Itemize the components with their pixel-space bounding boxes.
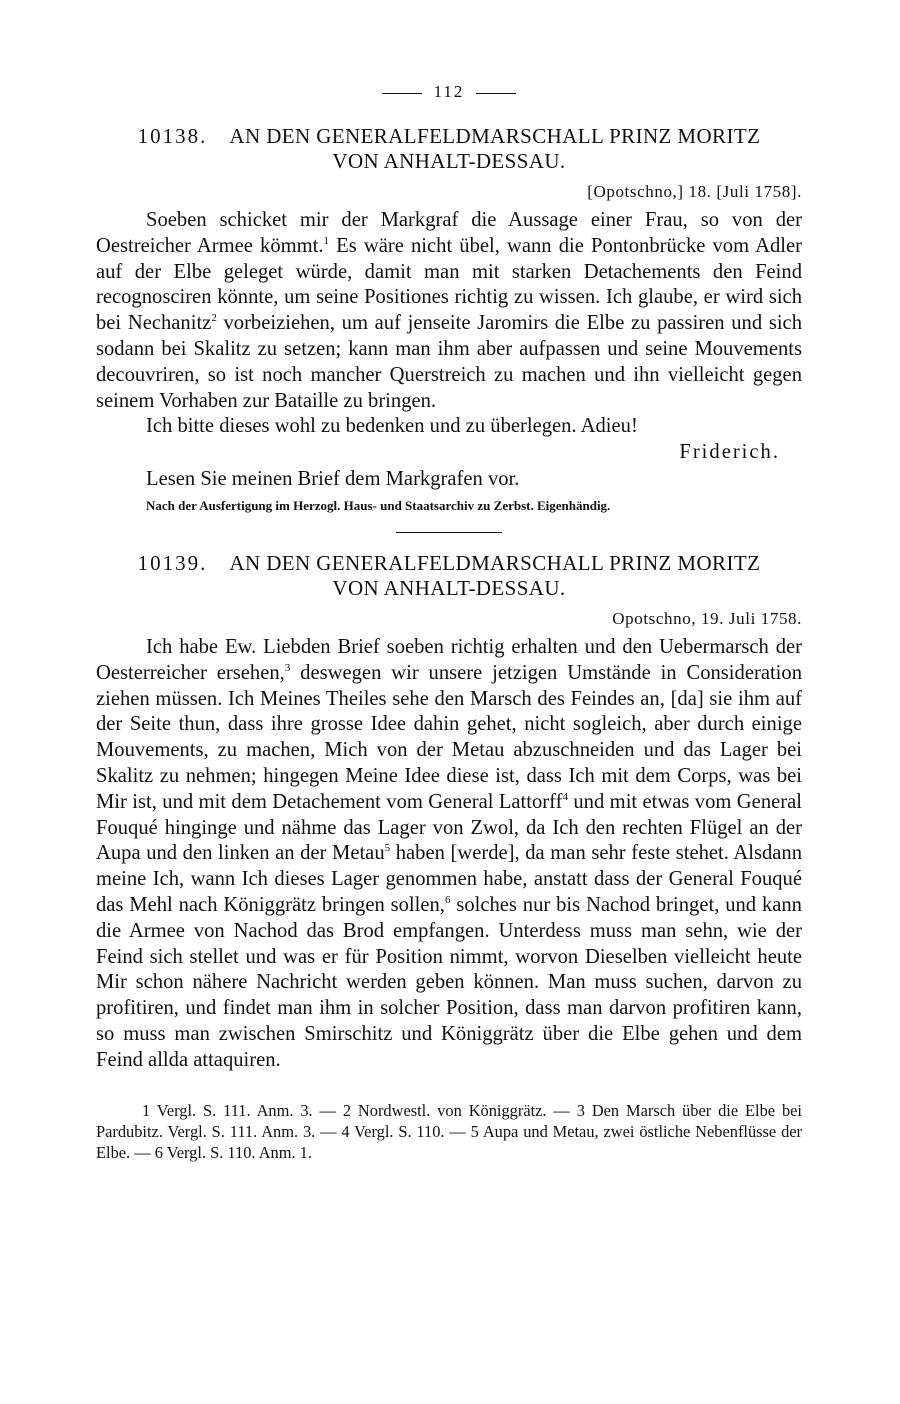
letter-10139 bbox=[96, 551, 802, 1074]
letter-dateline: [Opotschno,] 18. [Juli 1758]. bbox=[587, 182, 802, 201]
footnote-ref: 2 bbox=[211, 312, 217, 325]
paragraph-text: und mit etwas vom General Fouqué hinginge und nähme das Lager von Zwol, da Ich den rechten Flügel an der Aupa und den linken an der Metau bbox=[96, 790, 802, 865]
paragraph-text: vorbeiziehen, um auf jenseite Jaromirs die Elbe zu passiren und sich sodann bei Skalitz zu setzen; kann man ihm aber aufpassen und seine Mouvements decouvriren, so ist noch mancher Querstreich zu machen und ihn vielleicht gegen seinem Vorhaben zur Bataille zu bringen. bbox=[96, 312, 802, 412]
page-number-text: 112 bbox=[433, 82, 465, 101]
letter-paragraph: Ich bitte dieses wohl zu bedenken und zu überlegen. Adieu! bbox=[146, 415, 638, 438]
letter-number: 10138. bbox=[137, 124, 208, 148]
footnote-ref: 3 bbox=[284, 661, 291, 674]
heading-line-2: VON ANHALT-DESSAU. bbox=[332, 575, 566, 600]
footnotes-text: 1 Vergl. S. 111. Anm. 3. — 2 Nordwestl. von Königgrätz. — 3 Den Marsch über die Elbe bei Pardubitz. Vergl. S. 111. Anm. 3. — 4 Vergl. S. 110. — 5 Aupa und Metau, zwei östliche Nebenflüsse der Elbe. — 6 Vergl. S. 110. Anm. 1. bbox=[96, 1100, 802, 1162]
footnote-ref: 6 bbox=[444, 894, 451, 907]
footnote-ref: 1 bbox=[323, 234, 330, 247]
section-divider bbox=[396, 532, 502, 533]
letter-source-note: Nach der Ausfertigung im Herzogl. Haus- und Staatsarchiv zu Zerbst. Eigenhändig. bbox=[146, 497, 611, 513]
letter-dateline: Opotschno, 19. Juli 1758. bbox=[612, 608, 802, 628]
page-number-dash-left bbox=[382, 93, 422, 94]
letter-body bbox=[96, 635, 802, 1074]
paragraph-text: deswegen wir unsere jetzigen Umstände in Consideration ziehen müssen. Ich Meines Theiles sehe den Marsch des Feindes an, [da] sie ihm auf der Seite thun, dass ihre grosse Idee dahin gehet, nicht sogleich, aber durch einige Mouvements, zu machen, Mich von der Metau abzuschneiden und das Lager bei Skalitz zu nehmen; hingegen Meine Idee diese ist, dass Ich mit dem Corps, was bei Mir ist, und mit dem Detachement vom General Lattorff bbox=[96, 661, 802, 813]
letter-signature: Friderich. bbox=[679, 441, 780, 464]
paragraph-text: Soeben schicket mir der Markgraf die Aussage einer Frau, so von der Oestreicher Armee kömmt. bbox=[96, 209, 802, 257]
letter-paragraph bbox=[96, 635, 802, 1074]
letter-number: 10139. bbox=[137, 550, 208, 575]
heading-line-2: VON ANHALT-DESSAU. bbox=[332, 149, 566, 173]
page-number-dash-right bbox=[476, 93, 516, 94]
paragraph-text: haben [werde], da man sehr feste stehet. Alsdann meine Ich, wann Ich dieses Lager genommen habe, anstatt dass der General Fouqué das Mehl nach Königgrätz bringen sollen, bbox=[96, 842, 802, 916]
paragraph-text: Ich habe Ew. Liebden Brief soeben richtig erhalten und den Uebermarsch der Oesterreicher ersehen, bbox=[96, 635, 802, 684]
page-number bbox=[96, 82, 802, 102]
letter-postscript: Lesen Sie meinen Brief dem Markgrafen vor. bbox=[146, 467, 520, 490]
footnotes bbox=[96, 1100, 802, 1163]
letter-10138 bbox=[96, 124, 802, 514]
heading-line-1: AN DEN GENERALFELDMARSCHALL PRINZ MORITZ bbox=[229, 550, 761, 575]
paragraph-text: Es wäre nicht übel, wann die Pontonbrücke vom Adler auf der Elbe geleget würde, damit man mit starken Detachements den Feind recognosciren könnte, um seine Positiones richtig zu wissen. Ich glaube, er wird sich bei Nechanitz bbox=[96, 234, 802, 335]
letter-paragraph bbox=[96, 208, 802, 414]
letter-heading bbox=[96, 124, 802, 174]
footnote-ref: 5 bbox=[384, 842, 391, 855]
footnote-ref: 4 bbox=[562, 790, 568, 803]
letter-body bbox=[96, 208, 802, 440]
book-page bbox=[96, 82, 802, 1163]
paragraph-text: solches nur bis Nachod bringet, und kann die Armee von Nachod das Brod empfangen. Unterdess muss man sehn, wie der Feind sich stellet und was er für Position nimmt, worvon Dieselben vielleicht heute Mir schon nähere Nachricht werden geben können. Man muss suchen, darvon zu profitiren, und findet man ihm in solcher Position, dass man darvon profitiren kann, so muss man zwischen Smirschitz und Königgrätz über die Elbe gehen und dem Feind allda attaquiren. bbox=[96, 893, 802, 1071]
letter-heading bbox=[96, 551, 802, 601]
heading-line-1: AN DEN GENERALFELDMARSCHALL PRINZ MORITZ bbox=[229, 124, 761, 148]
